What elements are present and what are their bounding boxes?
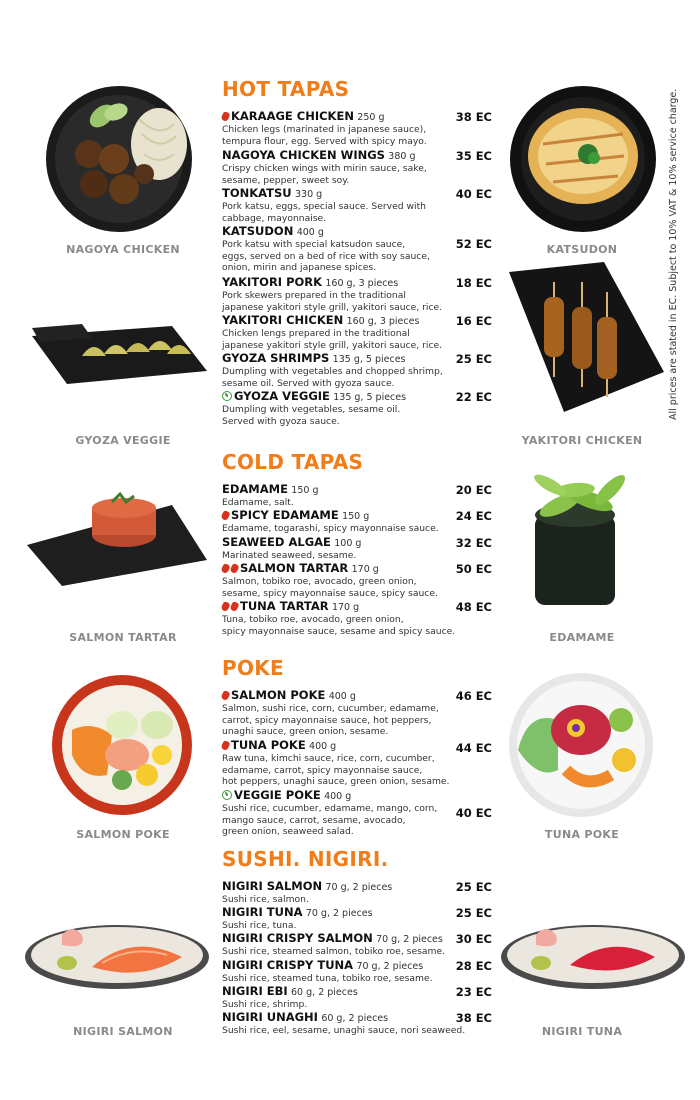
price-spicy-edamame: 24 EC: [455, 509, 492, 523]
price-salmon-tartar: 50 EC: [455, 562, 492, 576]
price-seaweed-algae: 32 EC: [455, 536, 492, 550]
item-weight: 60 g, 2 pieces: [291, 987, 358, 998]
item-name: NIGIRI SALMON: [222, 879, 323, 893]
price-gyoza-shrimps: 25 EC: [455, 352, 492, 366]
item-desc: Dumpling with vegetables and chopped shrimp,: [222, 366, 443, 377]
item-name: YAKITORI CHICKEN: [222, 313, 344, 327]
yakitori-chicken-photo: [494, 262, 666, 422]
item-desc: eggs, served on a bed of rice with soy sauce,: [222, 250, 430, 262]
item-name: KARAAGE CHICKEN: [231, 109, 354, 123]
item-weight: 70 g, 2 pieces: [325, 882, 393, 893]
section-title-poke: POKE: [222, 656, 285, 680]
item-desc: sesame, pepper, sweet soy.: [222, 174, 350, 186]
caption-salmon-tartar: SALMON TARTAR: [69, 631, 177, 644]
item-desc: Sushi rice, tuna.: [222, 920, 297, 931]
item-desc: Sushi rice, steamed salmon, tobiko roe, sesame.: [222, 946, 446, 957]
item-name: NIGIRI TUNA: [222, 905, 303, 919]
item-desc: Served with gyoza sauce.: [222, 415, 340, 427]
caption-nigiri-tuna: NIGIRI TUNA: [541, 1025, 623, 1038]
item-desc: green onion, seaweed salad.: [222, 826, 354, 837]
item-weight: 160 g, 3 pieces: [346, 316, 420, 327]
item-name: TUNA TARTAR: [240, 599, 329, 613]
chili-icon: [220, 601, 230, 612]
item-desc: Salmon, sushi rice, corn, cucumber, edamame,: [222, 703, 439, 714]
chili-icon: [220, 563, 230, 574]
item-weight: 380 g: [388, 151, 416, 162]
katsudon-photo: [508, 84, 658, 234]
item-desc: Edamame, togarashi, spicy mayonnaise sauce.: [222, 523, 439, 534]
caption-katsudon: KATSUDON: [546, 243, 618, 256]
item-desc: sesame oil. Served with gyoza sauce.: [222, 377, 395, 389]
item-name: SALMON TARTAR: [240, 561, 349, 575]
section-title-cold-tapas: COLD TAPAS: [222, 450, 364, 474]
chili-icon: [220, 740, 230, 751]
item-desc: Pork katsu, eggs, special sauce. Served with: [222, 201, 426, 212]
item-desc: Marinated seaweed, sesame.: [222, 550, 357, 561]
item-desc: Sushi rice, eel, sesame, unaghi sauce, nori seaweed.: [222, 1025, 466, 1036]
item-weight: 70 g, 2 pieces: [376, 934, 443, 945]
price-nigiri-unaghi: 38 EC: [455, 1011, 492, 1025]
caption-gyoza-veggie: GYOZA VEGGIE: [75, 434, 171, 447]
item-desc: Pork skewers prepared in the traditional: [222, 290, 406, 301]
item-name: VEGGIE POKE: [234, 788, 321, 802]
item-weight: 400 g: [309, 741, 337, 752]
item-desc: Dumpling with vegetables, sesame oil.: [222, 404, 401, 415]
price-nagoya-chicken-wings: 35 EC: [455, 149, 492, 163]
item-weight: 60 g, 2 pieces: [321, 1013, 389, 1024]
price-katsudon: 52 EC: [455, 237, 492, 251]
price-edamame: 20 EC: [455, 483, 492, 497]
item-desc: Sushi rice, shrimp.: [222, 999, 308, 1010]
item-weight: 70 g, 2 pieces: [305, 908, 373, 919]
price-gyoza-veggie: 22 EC: [455, 390, 492, 404]
item-desc: unaghi sauce, green onion, sesame.: [222, 726, 389, 737]
price-tonkatsu: 40 EC: [455, 187, 492, 201]
nigiri-tuna-photo: [498, 915, 688, 993]
item-desc: Edamame, salt.: [222, 497, 294, 508]
item-desc: hot peppers, unaghi sauce, green onion, sesame.: [222, 776, 450, 787]
item-desc: Raw tuna, kimchi sauce, rice, corn, cucumber,: [222, 753, 435, 764]
item-weight: 170 g: [351, 564, 379, 575]
item-desc: Sushi rice, salmon.: [222, 894, 309, 905]
item-desc: mango sauce, carrot, sesame, avocado,: [222, 814, 406, 826]
price-nigiri-ebi: 23 EC: [455, 985, 492, 999]
price-karaage-chicken: 38 EC: [455, 110, 492, 124]
item-desc: tempura flour, egg. Served with spicy mayo.: [222, 135, 427, 147]
item-desc: carrot, spicy mayonnaise sauce, hot peppers,: [222, 714, 432, 726]
item-weight: 150 g: [342, 511, 370, 522]
salmon-tartar-photo: [22, 490, 212, 590]
caption-yakitori-chicken: YAKITORI CHICKEN: [521, 434, 643, 447]
price-tuna-poke: 44 EC: [455, 741, 492, 755]
item-weight: 330 g: [294, 189, 323, 200]
item-name: GYOZA VEGGIE: [234, 389, 330, 403]
price-nigiri-crispy-tuna: 28 EC: [455, 959, 492, 973]
item-name: NIGIRI CRISPY SALMON: [222, 931, 373, 945]
item-desc: Pork katsu with special katsudon sauce,: [222, 239, 406, 250]
item-name: GYOZA SHRIMPS: [222, 351, 330, 365]
item-name: NAGOYA CHICKEN WINGS: [222, 148, 385, 162]
item-desc: Chicken legs (marinated in japanese sauce),: [222, 124, 427, 135]
edamame-photo: [520, 470, 645, 610]
item-desc: sesame, spicy mayonnaise sauce, spicy sauce.: [222, 587, 438, 599]
section-title-hot-tapas: HOT TAPAS: [222, 77, 350, 101]
item-name: TUNA POKE: [231, 738, 306, 752]
item-name: SALMON POKE: [231, 688, 326, 702]
item-desc: cabbage, mayonnaise.: [222, 212, 327, 224]
item-weight: 150 g: [291, 485, 319, 496]
price-nigiri-tuna: 25 EC: [455, 906, 492, 920]
tuna-poke-photo: [506, 670, 656, 820]
chili-icon: [220, 690, 230, 701]
item-name: SPICY EDAMAME: [231, 508, 339, 522]
item-desc: Crispy chicken wings with mirin sauce, sake,: [222, 163, 427, 174]
chili-icon: [220, 111, 230, 122]
price-nigiri-salmon: 25 EC: [455, 880, 492, 894]
item-weight: 100 g: [334, 538, 362, 549]
item-weight: 135 g, 5 pieces: [332, 354, 406, 365]
price-veggie-poke: 40 EC: [455, 806, 492, 820]
item-desc: Sushi rice, steamed tuna, tobiko roe, sesame.: [222, 973, 433, 984]
item-desc: Salmon, tobiko roe, avocado, green onion,: [222, 576, 417, 587]
item-desc: Tuna, tobiko roe, avocado, green onion,: [222, 614, 404, 625]
caption-edamame: EDAMAME: [549, 631, 615, 644]
item-name: NIGIRI UNAGHI: [222, 1010, 318, 1024]
nigiri-salmon-photo: [22, 915, 212, 993]
chili-icon: [220, 510, 230, 521]
item-weight: 250 g: [357, 112, 385, 123]
item-name: KATSUDON: [222, 224, 294, 238]
price-yakitori-chicken: 16 EC: [455, 314, 492, 328]
pricing-note: All prices are stated in EC. Subject to 10% VAT & 10% service charge.: [668, 88, 679, 420]
item-desc: Chicken lengs prepared in the traditional: [222, 328, 410, 339]
item-weight: 400 g: [328, 691, 356, 702]
item-desc: japanese yakitori style grill, yakitori sauce, rice.: [222, 339, 443, 351]
item-weight: 400 g: [296, 227, 324, 238]
item-name: NIGIRI EBI: [222, 984, 288, 998]
item-desc: onion, mirin and japanese spices.: [222, 262, 377, 273]
item-name: TONKATSU: [222, 186, 292, 200]
section-title-sushi-nigiri: SUSHI. NIGIRI.: [222, 847, 389, 871]
item-weight: 160 g, 3 pieces: [325, 278, 399, 289]
caption-salmon-poke: SALMON POKE: [76, 828, 170, 841]
item-name: NIGIRI CRISPY TUNA: [222, 958, 354, 972]
salmon-poke-photo: [52, 670, 192, 820]
item-name: SEAWEED ALGAE: [222, 535, 331, 549]
chili-icon: [229, 563, 239, 574]
item-weight: 135 g, 5 pieces: [333, 392, 407, 403]
item-desc: edamame, carrot, spicy mayonnaise sauce,: [222, 764, 423, 776]
caption-nagoya-chicken: NAGOYA CHICKEN: [66, 243, 180, 256]
item-desc: Sushi rice, cucumber, edamame, mango, corn,: [222, 803, 438, 814]
nagoya-chicken-photo: [44, 84, 194, 234]
item-weight: 400 g: [324, 791, 352, 802]
chili-icon: [229, 601, 239, 612]
item-name: EDAMAME: [222, 482, 288, 496]
caption-tuna-poke: TUNA POKE: [544, 828, 620, 841]
price-nigiri-crispy-salmon: 30 EC: [455, 932, 492, 946]
item-desc: japanese yakitori style grill, yakitori sauce, rice.: [222, 301, 443, 313]
vegetarian-icon: [222, 790, 232, 800]
item-weight: 170 g: [331, 602, 360, 613]
price-salmon-poke: 46 EC: [455, 689, 492, 703]
gyoza-veggie-photo: [22, 296, 212, 396]
item-desc: spicy mayonnaise sauce, sesame and spicy sauce.: [222, 625, 456, 637]
item-name: YAKITORI PORK: [222, 275, 323, 289]
caption-nigiri-salmon: NIGIRI SALMON: [73, 1025, 173, 1038]
vegetarian-icon: [222, 391, 232, 401]
item-weight: 70 g, 2 pieces: [356, 961, 424, 972]
price-yakitori-pork: 18 EC: [455, 276, 492, 290]
price-tuna-tartar: 48 EC: [455, 600, 492, 614]
